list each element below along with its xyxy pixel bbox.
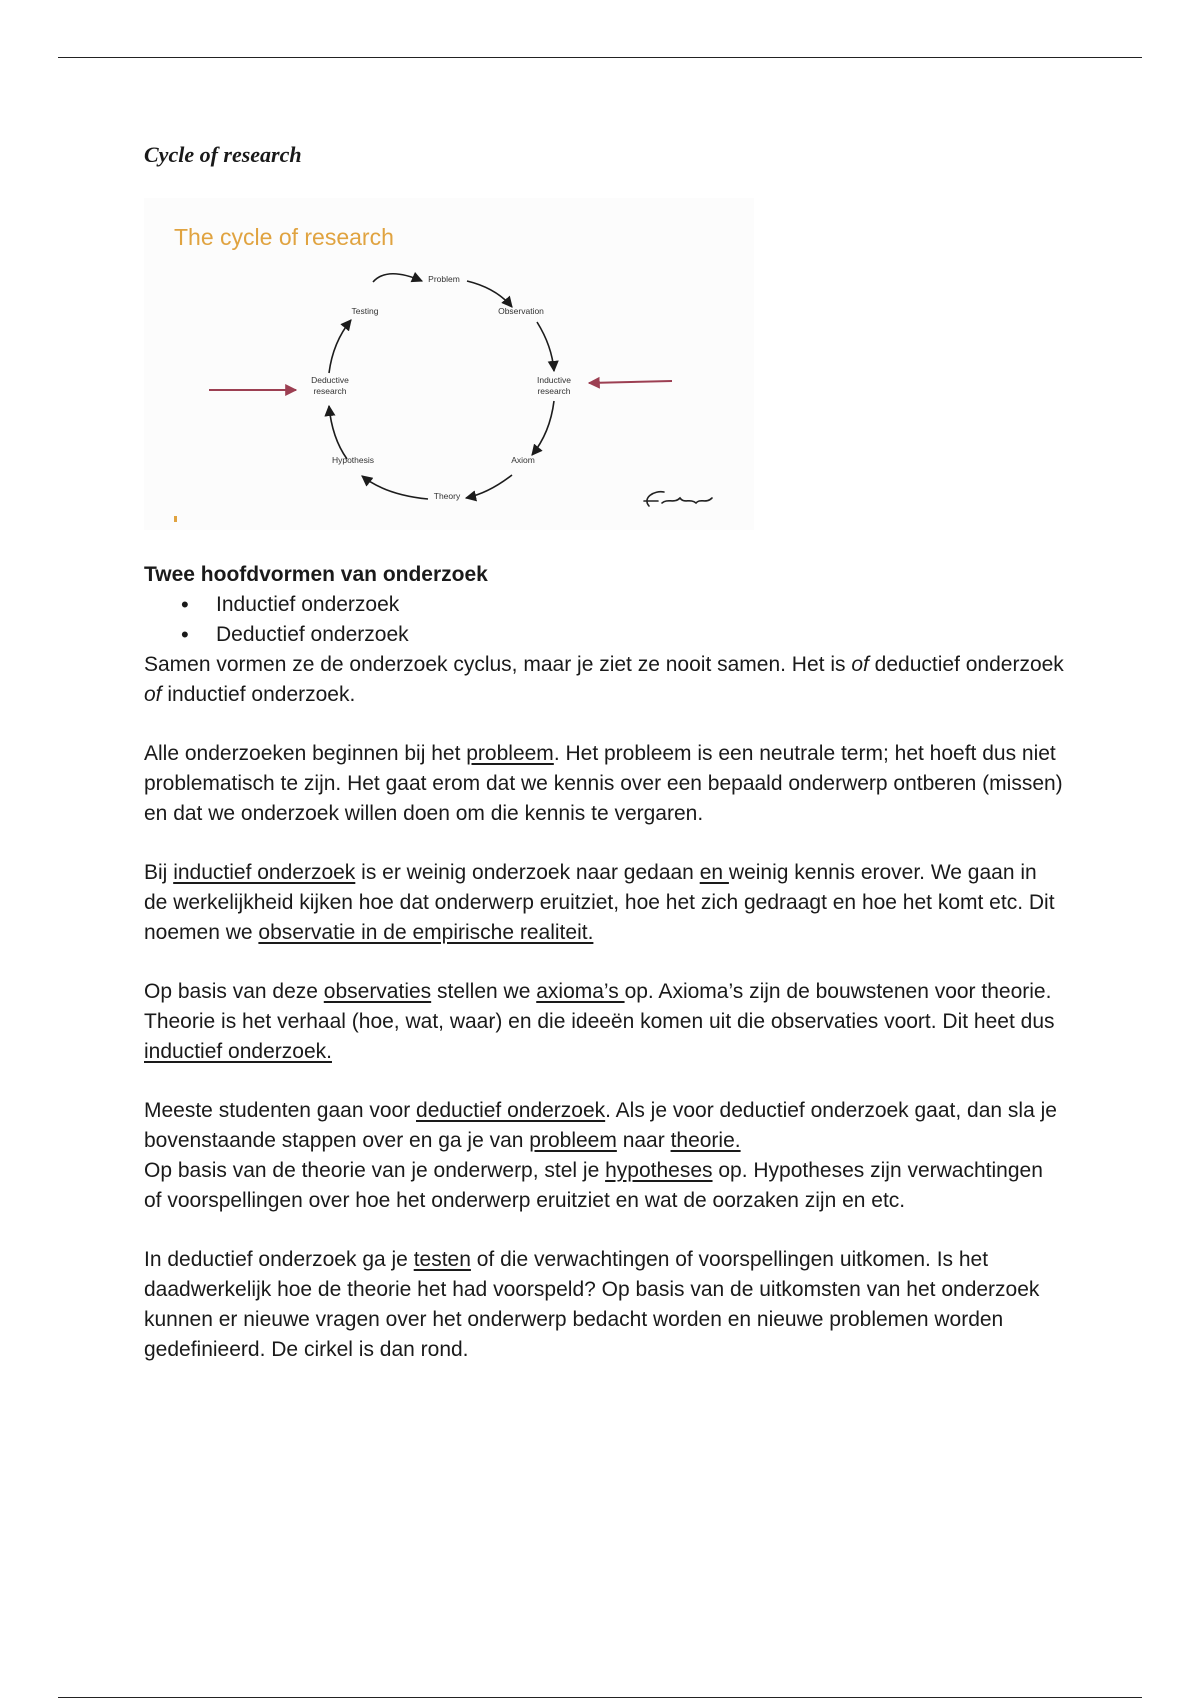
research-types-list bbox=[144, 590, 1064, 650]
paragraph-inductive: Bij inductief onderzoek is er weinig onderzoek naar gedaan en weinig kennis erover. We gaan in de werkelijkheid kijken hoe dat onderwerp eruitziet, hoe het zich gedraagt en hoe het komt etc. Dit noemen we observatie in de empirische realiteit. bbox=[144, 861, 1055, 944]
paragraph-axioms: Op basis van deze observaties stellen we axioma’s op. Axioma’s zijn de bouwstenen voor theorie. Theorie is het verhaal (hoe, wat, waar) en die ideeën komen uit die observaties voort. Dit heet dus inductief onderzoek. bbox=[144, 980, 1055, 1063]
cycle-of-research-figure bbox=[144, 198, 754, 530]
footer-rule bbox=[58, 1697, 1142, 1698]
list-item: • Inductief onderzoek bbox=[144, 590, 1064, 620]
header-rule bbox=[58, 57, 1142, 58]
node-inductive-research-line2: research bbox=[537, 386, 571, 396]
paragraph-problem: Alle onderzoeken beginnen bij het probleem. Het probleem is een neutrale term; het hoeft dus niet problematisch te zijn. Het gaat erom dat we kennis over een bepaald onderwerp ontberen (missen) en dat we onderzoek willen doen om die kennis te vergaren. bbox=[144, 742, 1063, 825]
node-deductive-research-line2: research bbox=[313, 386, 347, 396]
document-title: Cycle of research bbox=[144, 142, 302, 167]
node-axiom: Axiom bbox=[511, 455, 535, 465]
body-text bbox=[144, 560, 1064, 1365]
list-item: • Deductief onderzoek bbox=[144, 620, 1064, 650]
node-deductive-research-line1: Deductive bbox=[311, 375, 349, 385]
node-hypothesis: Hypothesis bbox=[331, 455, 375, 465]
node-observation: Observation bbox=[498, 306, 544, 316]
figure-heading: The cycle of research bbox=[174, 224, 394, 250]
paragraph-testing: In deductief onderzoek ga je testen of die verwachtingen of voorspellingen uitkomen. Is het daadwerkelijk hoe de theorie het had voorspeld? Op basis van de uitkomsten van het onderzoek kunnen er nieuwe vragen over het onderwerp bedacht worden en nieuwe problemen worden gedefinieerd. De cirkel is dan rond. bbox=[144, 1248, 1040, 1361]
node-theory: Theory bbox=[433, 491, 461, 501]
paragraph-cycle-summary: Samen vormen ze de onderzoek cyclus, maar je ziet ze nooit samen. Het is of deductief onderzoek of inductief onderzoek. bbox=[144, 653, 1064, 706]
paragraph-hypotheses: Op basis van de theorie van je onderwerp, stel je hypotheses op. Hypotheses zijn verwachtingen of voorspellingen over hoe het onderwerp eruitziet en wat de oorzaken zijn en etc. bbox=[144, 1159, 1043, 1212]
node-inductive-research-line1: Inductive bbox=[536, 375, 572, 385]
paragraph-deductive: Meeste studenten gaan voor deductief onderzoek. Als je voor deductief onderzoek gaat, dan sla je bovenstaande stappen over en ga je van probleem naar theorie. bbox=[144, 1099, 1057, 1152]
node-testing: Testing bbox=[351, 306, 379, 316]
section-heading: Twee hoofdvormen van onderzoek bbox=[144, 563, 488, 586]
figure-marker bbox=[174, 516, 177, 522]
node-problem: Problem bbox=[428, 274, 460, 284]
